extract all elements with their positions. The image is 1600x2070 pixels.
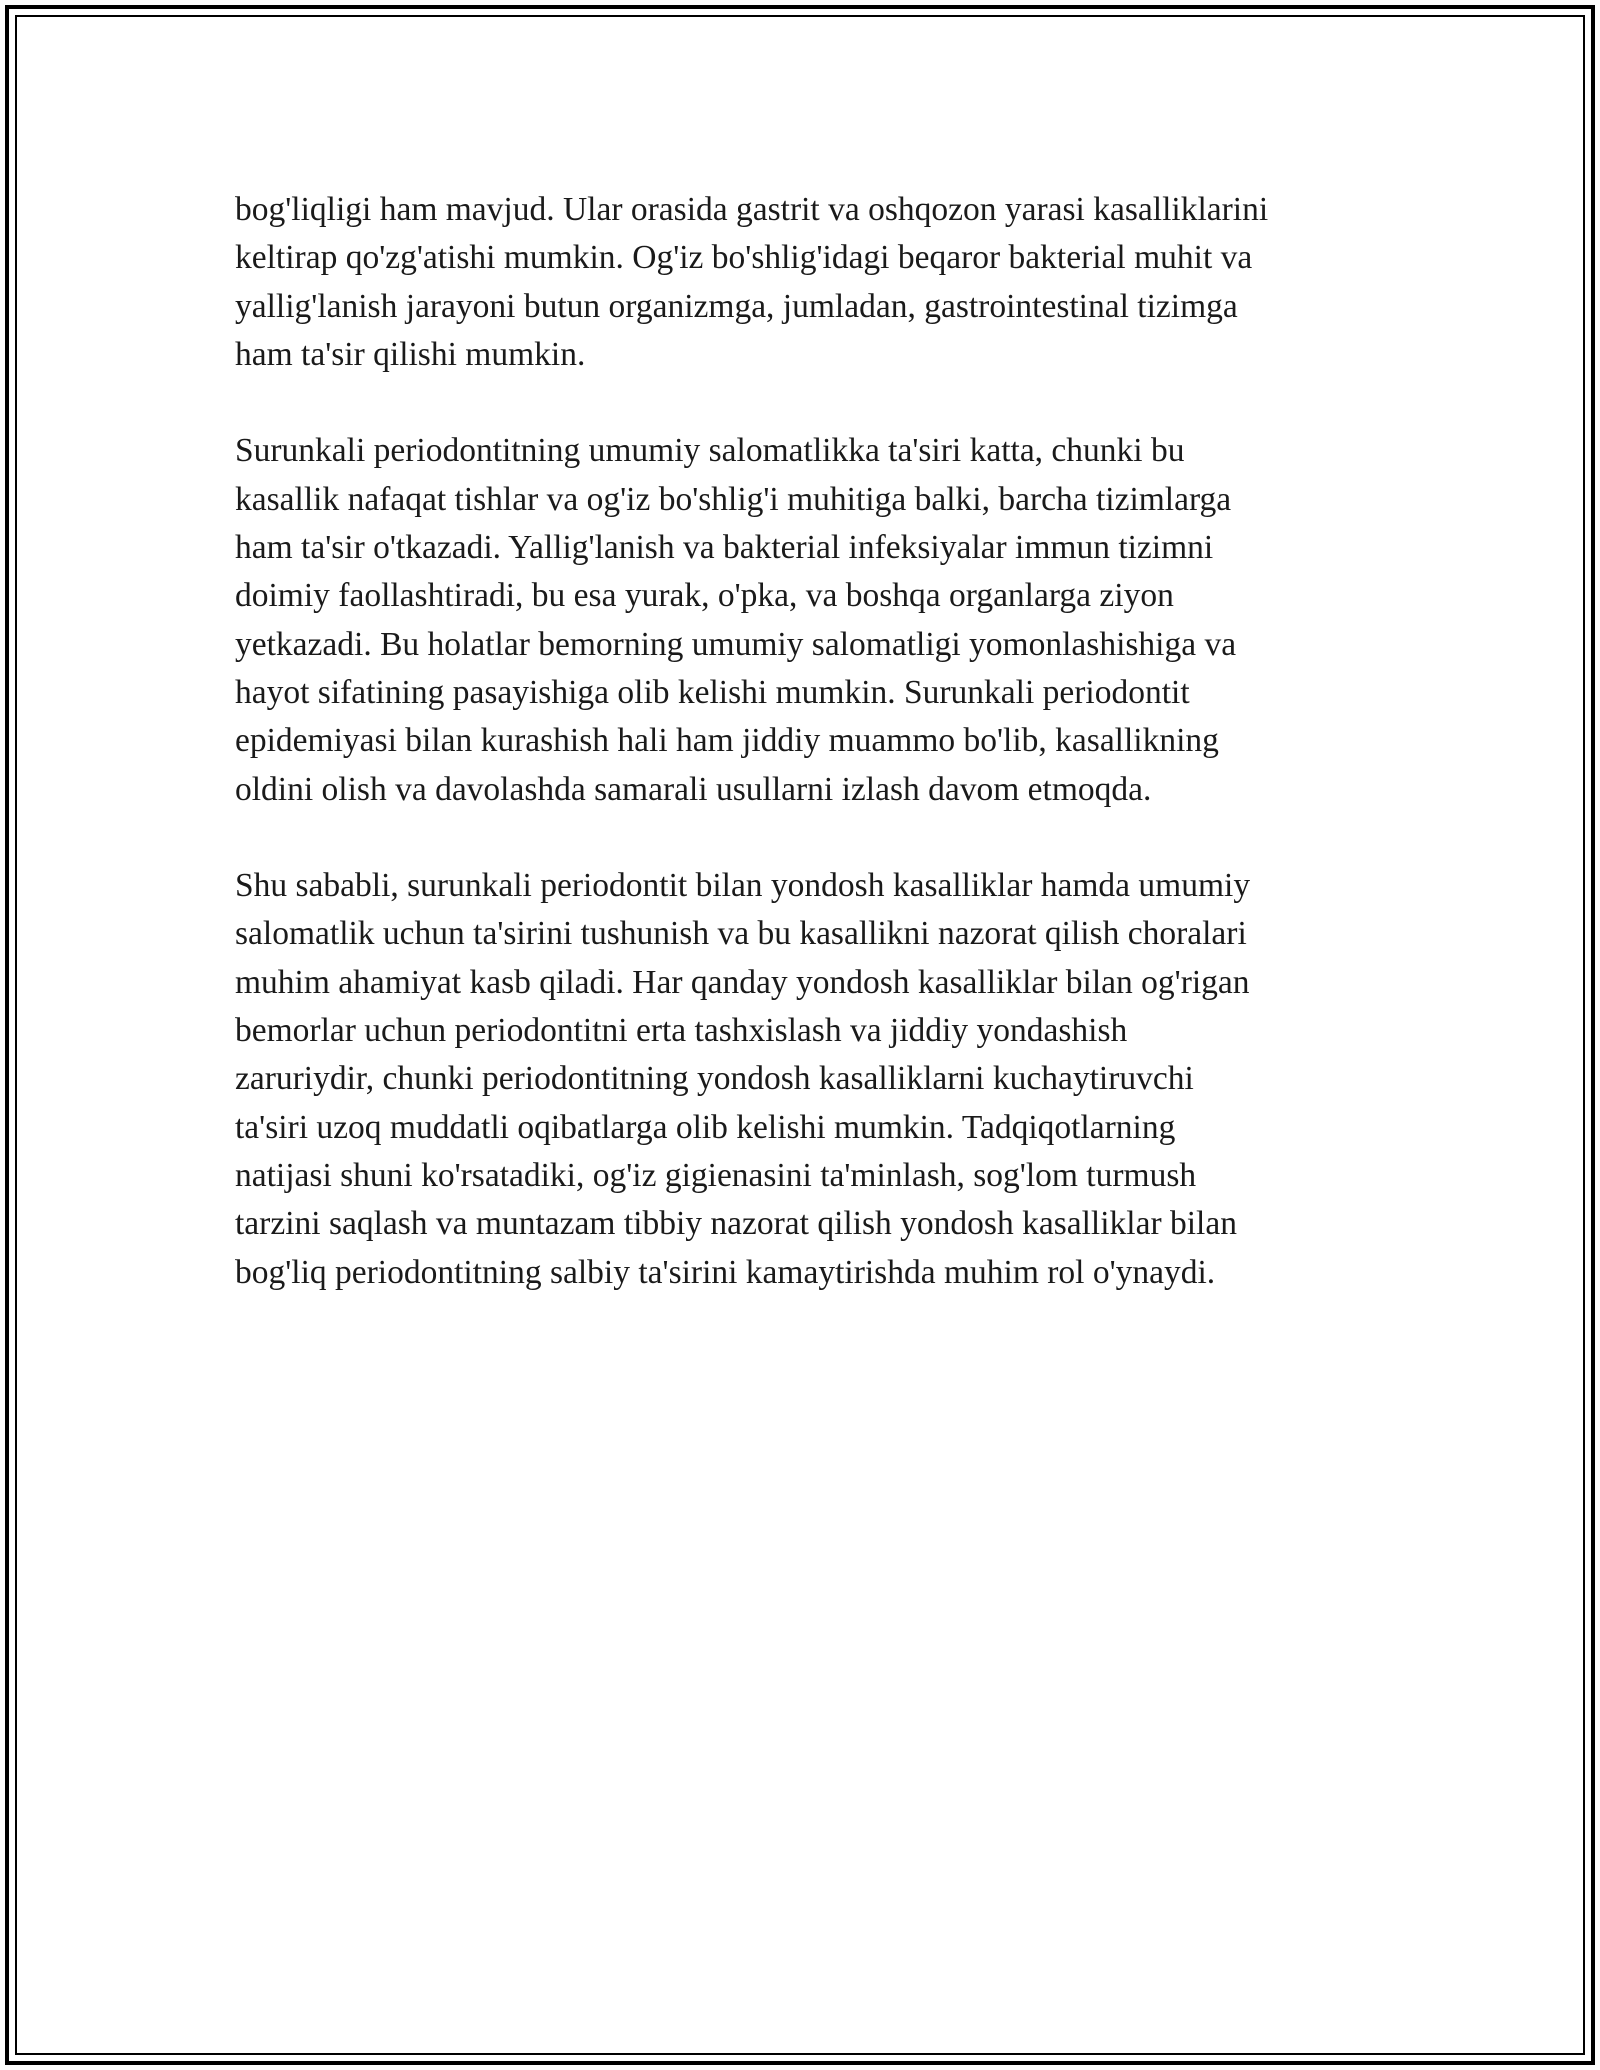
text-line: ham ta'sir o'tkazadi. Yallig'lanish va bakterial infeksiyalar immun tizimni xyxy=(235,529,1214,567)
text-line: doimiy faollashtiradi, bu esa yurak, o'pka, va boshqa organlarga ziyon xyxy=(235,577,1174,615)
text-line: yetkazadi. Bu holatlar bemorning umumiy salomatligi yomonlashishiga va xyxy=(235,625,1237,663)
paragraph-2 xyxy=(235,427,1435,813)
text-line: Surunkali periodontitning umumiy salomatlikka ta'siri katta, chunki bu xyxy=(235,432,1185,470)
text-line: muhim ahamiyat kasb qiladi. Har qanday yondosh kasalliklar bilan og'rigan xyxy=(235,963,1250,1001)
document-body xyxy=(235,186,1435,1297)
text-line: bemorlar uchun periodontitni erta tashxislash va jiddiy yondashish xyxy=(235,1012,1128,1050)
text-line: keltirap qo'zg'atishi mumkin. Og'iz bo'shlig'idagi beqaror bakterial muhit va xyxy=(235,239,1253,277)
text-line: ham ta'sir qilishi mumkin. xyxy=(235,335,586,373)
text-line: epidemiyasi bilan kurashish hali ham jiddiy muammo bo'lib, kasallikning xyxy=(235,722,1219,760)
text-line: ta'siri uzoq muddatli oqibatlarga olib kelishi mumkin. Tadqiqotlarning xyxy=(235,1108,1176,1146)
text-line: Shu sababli, surunkali periodontit bilan yondosh kasalliklar hamda umumiy xyxy=(235,867,1251,905)
text-line: zaruriydir, chunki periodontitning yondosh kasalliklarni kuchaytiruvchi xyxy=(235,1060,1194,1098)
text-line: bog'liq periodontitning salbiy ta'sirini kamaytirishda muhim rol o'ynaydi. xyxy=(235,1253,1216,1291)
text-line: salomatlik uchun ta'sirini tushunish va bu kasallikni nazorat qilish choralari xyxy=(235,915,1247,953)
paragraph-3 xyxy=(235,862,1435,1297)
paragraph-1 xyxy=(235,186,1435,379)
text-line: tarzini saqlash va muntazam tibbiy nazorat qilish yondosh kasalliklar bilan xyxy=(235,1205,1237,1243)
text-line: bog'liqligi ham mavjud. Ular orasida gastrit va oshqozon yarasi kasalliklarini xyxy=(235,191,1269,228)
text-line: natijasi shuni ko'rsatadiki, og'iz gigienasini ta'minlash, sog'lom turmush xyxy=(235,1156,1197,1194)
text-line: kasallik nafaqat tishlar va og'iz bo'shlig'i muhitiga balki, barcha tizimlarga xyxy=(235,480,1232,518)
text-line: oldini olish va davolashda samarali usullarni izlash davom etmoqda. xyxy=(235,770,1152,808)
text-line: yallig'lanish jarayoni butun organizmga, jumladan, gastrointestinal tizimga xyxy=(235,287,1238,325)
text-line: hayot sifatining pasayishiga olib kelishi mumkin. Surunkali periodontit xyxy=(235,673,1190,711)
